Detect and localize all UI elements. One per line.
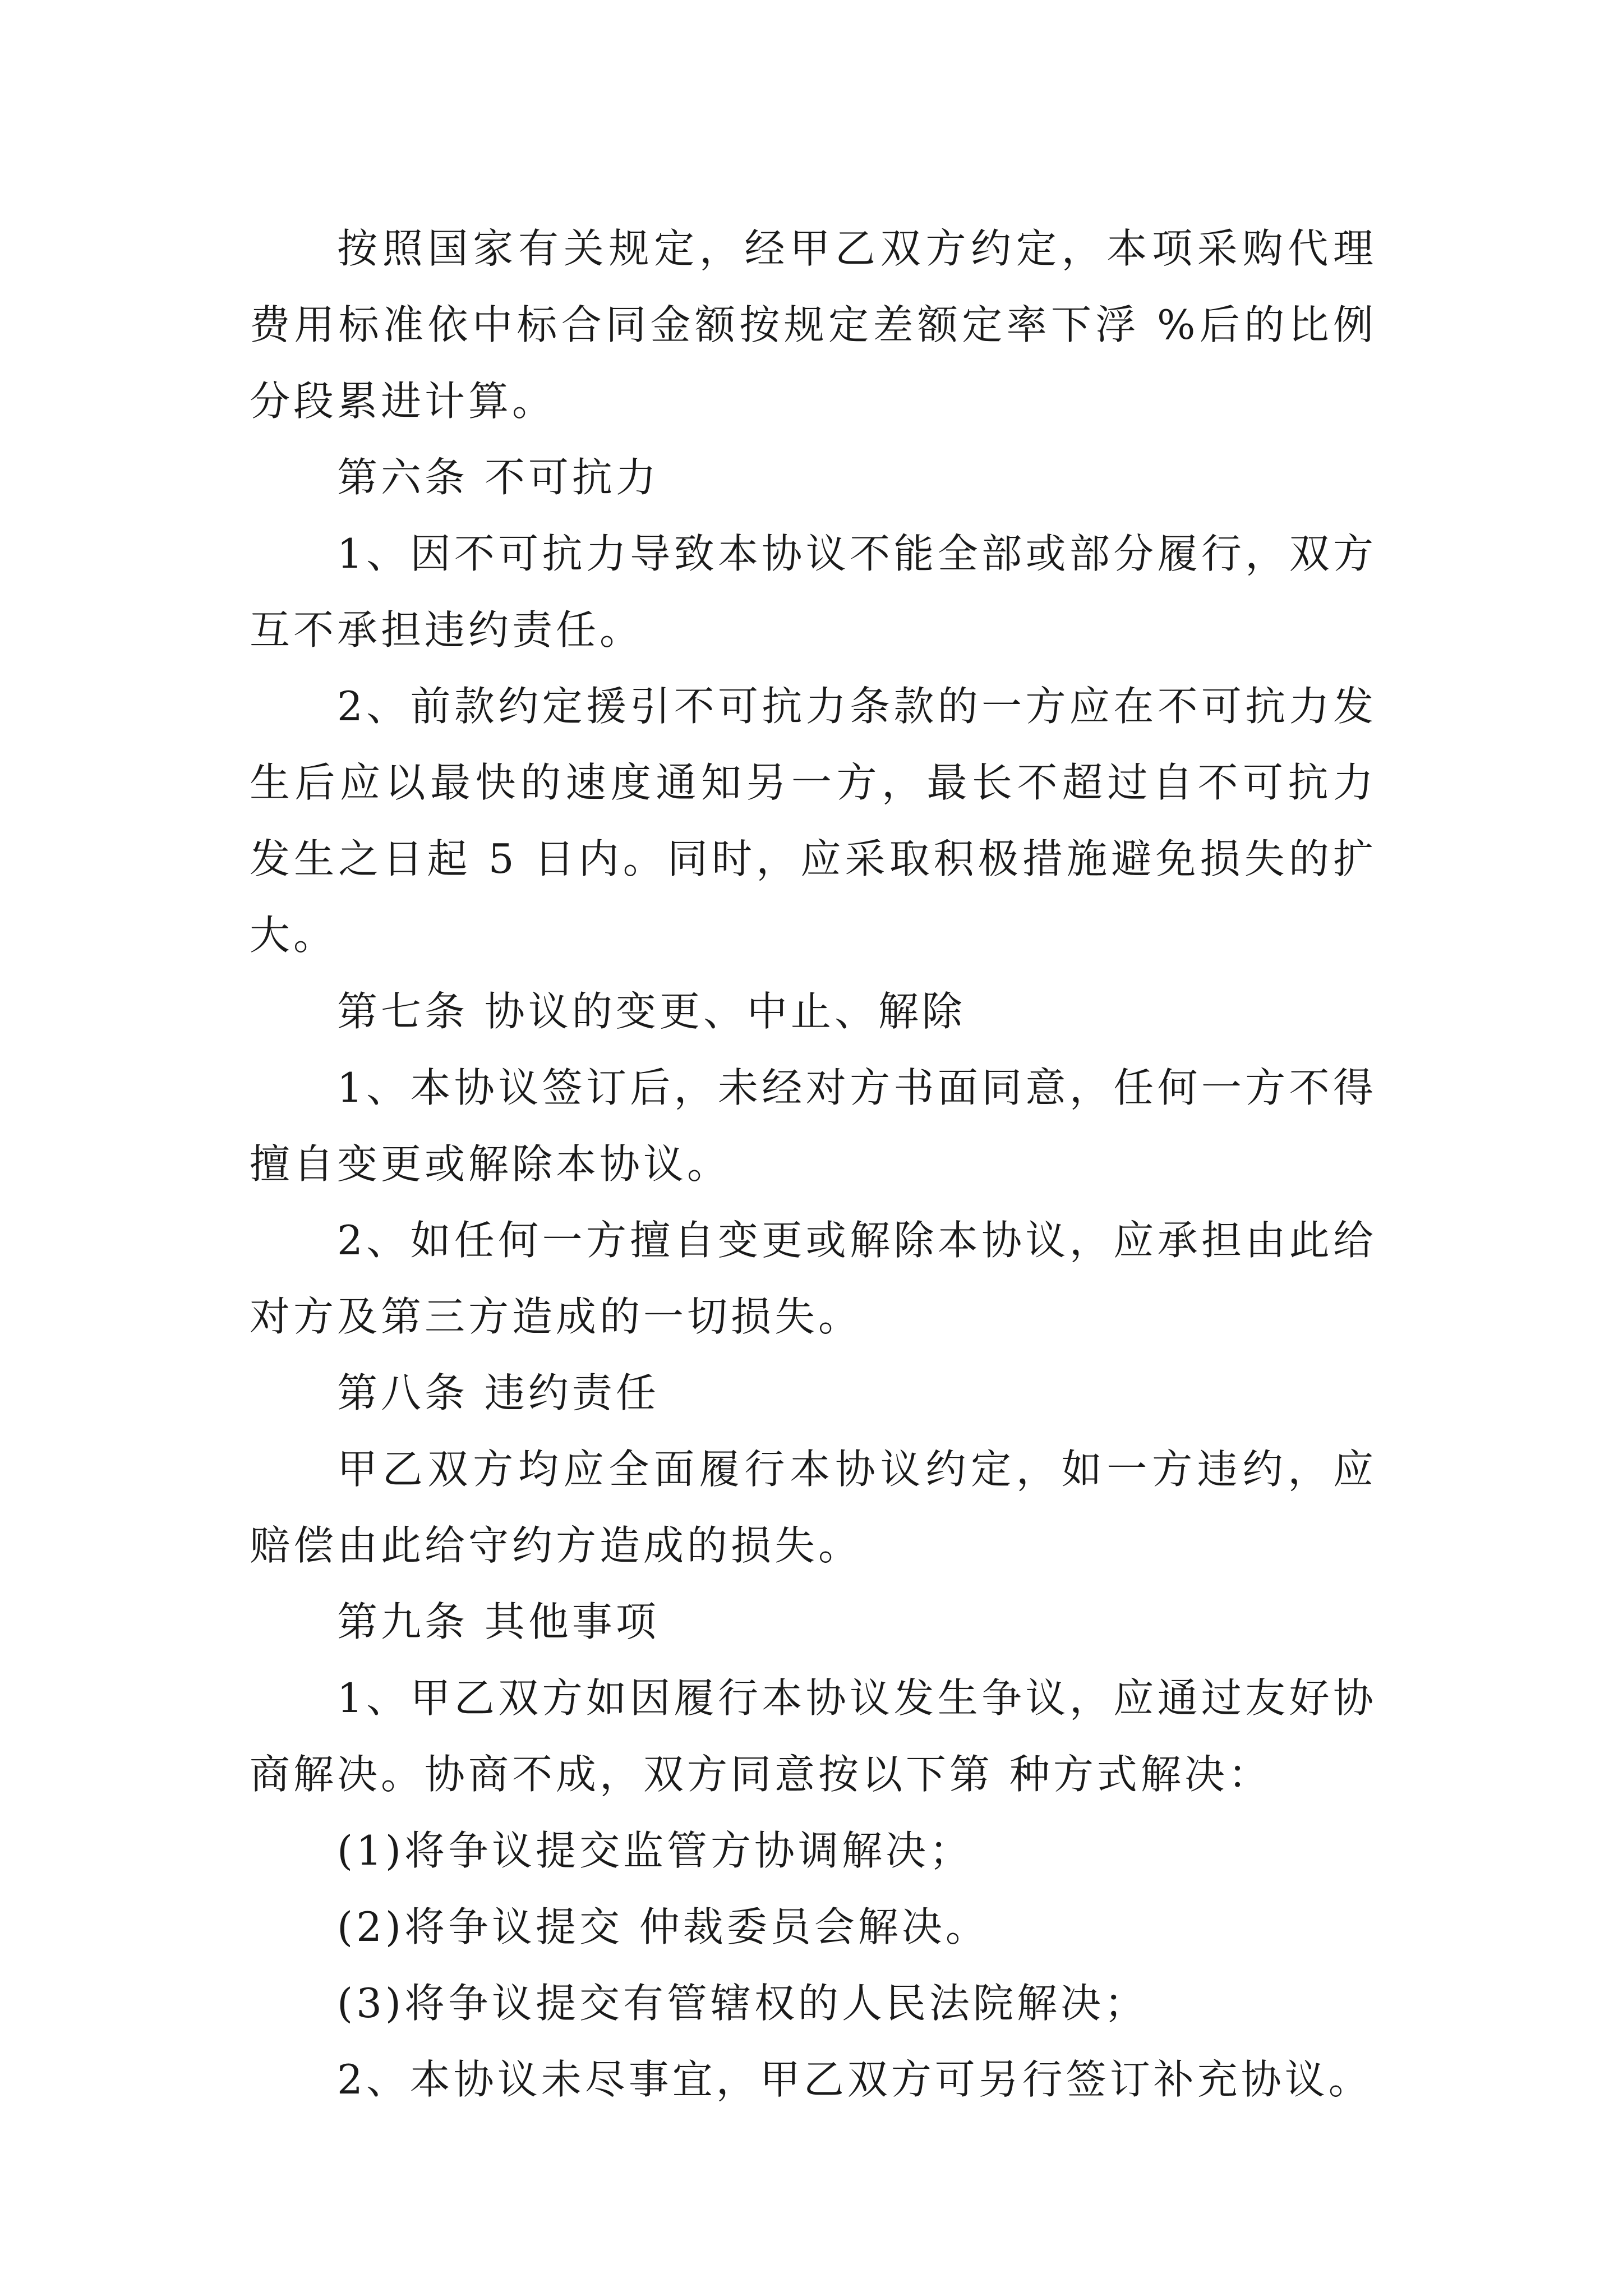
dispute-option-3: (3)将争议提交有管辖权的人民法院解决；: [337, 1980, 1148, 2027]
article-8-heading: 第八条 违约责任: [337, 1369, 660, 1416]
document-body: [250, 210, 1377, 2118]
article-9-clause-1: 1、甲乙双方如因履行本协议发生争议，应通过友好协商解决。协商不成，双方同意按以下第 种方式解决：: [250, 1674, 1377, 1798]
article-7-heading: 第七条 协议的变更、中止、解除: [337, 988, 966, 1035]
dispute-option-1: (1)将争议提交监管方协调解决；: [337, 1827, 973, 1874]
article-6-clause-1: 1、因不可抗力导致本协议不能全部或部分履行，双方互不承担违约责任。: [250, 530, 1377, 654]
article-7-clause-1: 1、本协议签订后，未经对方书面同意，任何一方不得擅自变更或解除本协议。: [250, 1064, 1377, 1188]
article-9-clause-2: 2、本协议未尽事宜，甲乙双方可另行签订补充协议。: [337, 2056, 1372, 2103]
article-7-clause-2: 2、如任何一方擅自变更或解除本协议，应承担由此给对方及第三方造成的一切损失。: [250, 1217, 1377, 1340]
article-9-heading: 第九条 其他事项: [337, 1598, 660, 1645]
article-8-text: 甲乙双方均应全面履行本协议约定，如一方违约，应赔偿由此给守约方造成的损失。: [250, 1446, 1377, 1569]
article-6-heading: 第六条 不可抗力: [337, 454, 660, 501]
article-6-clause-2: 2、前款约定援引不可抗力条款的一方应在不可抗力发生后应以最快的速度通知另一方，最长不超过自不可抗力发生之日起 5 日内。同时，应采取积极措施避免损失的扩大。: [250, 683, 1377, 959]
fee-standard-paragraph: 按照国家有关规定，经甲乙双方约定，本项采购代理费用标准依中标合同金额按规定差额定率下浮 %后的比例分段累进计算。: [250, 225, 1377, 425]
dispute-option-2: (2)将争议提交 仲裁委员会解决。: [337, 1903, 989, 1950]
